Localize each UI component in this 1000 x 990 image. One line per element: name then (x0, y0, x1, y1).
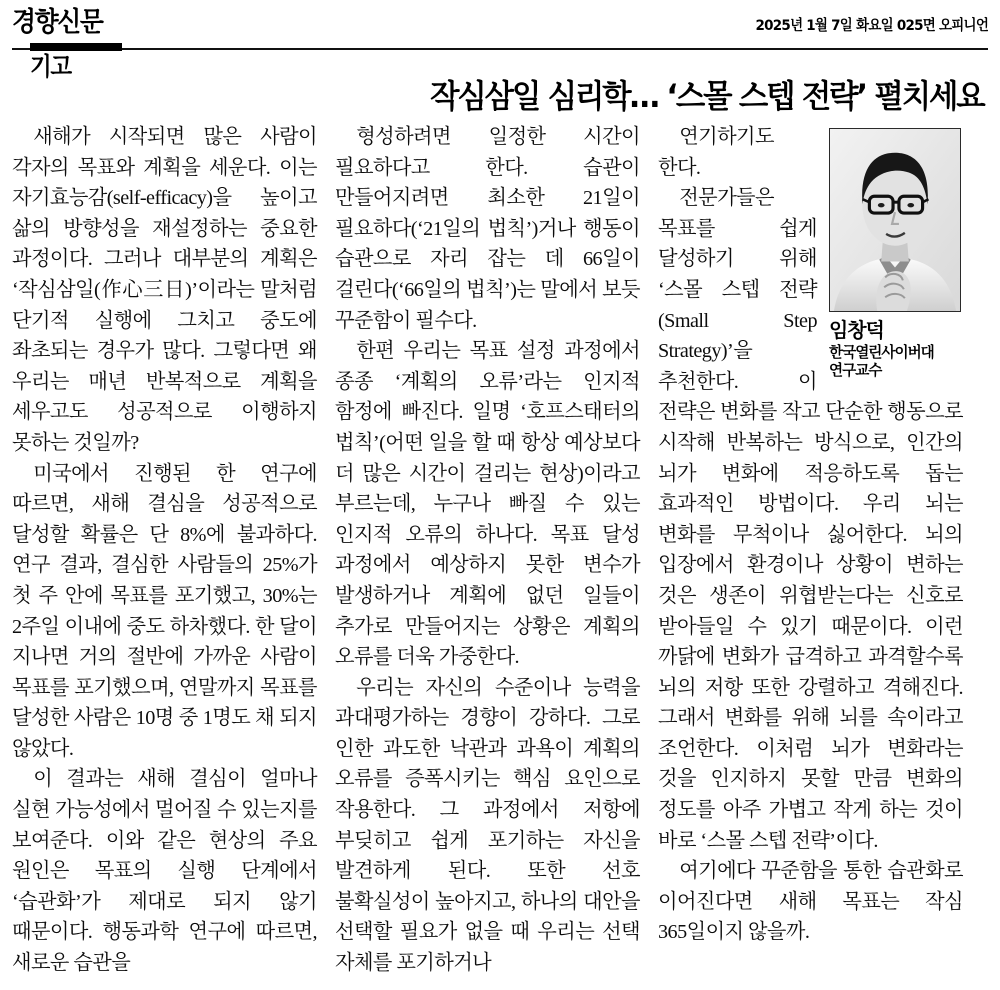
author-portrait-photo (829, 128, 961, 312)
portrait-illustration (830, 129, 960, 311)
author-role: 연구교수 (829, 361, 882, 379)
article-column-1 (12, 122, 317, 980)
article-header (12, 52, 988, 114)
author-byline (829, 319, 963, 380)
article-column-3 (658, 122, 963, 980)
paragraph: 미국에서 진행된 한 연구에 따르면, 새해 결심을 성공적으로 달성할 확률은 단 8%에 불과하다. 연구 결과, 결심한 사람들의 25%가 첫 주 안에 목표를 포기했고, 30%는 2주일 이내에 중도 하차했다. 한 달이 지나면 거의 절반에 가까운 사람이 목표를 포기했으며, 연말까지 목표를 달성한 사람은 10명 중 1명도 채 되지 않았다. (12, 462, 317, 760)
divider-thick-bar (30, 43, 122, 51)
article-body (12, 122, 988, 980)
divider-thin-rule (12, 48, 988, 50)
author-affiliation: 한국열린사이버대 (829, 344, 934, 361)
paragraph: 전문가들은 목표를 쉽게 달성하기 위해 ‘스몰 스텝 전략(Small Step Strategy)’을 추천한다. 이 전략은 변화를 작고 단순한 행동으로 시작해 반복하는 방식으로, 인간의 뇌가 변화에 적응하도록 돕는 효과적인 방법이다. 우리 뇌는 변화를 무척이나 싫어한다. 뇌의 입장에서 환경이나 상황이 변하는 것은 생존이 위협받는다는 신호로 받아들일 수 있기 때문이다. 이런 까닭에 변화가 급격하고 과격할수록 뇌의 저항 또한 강렬하고 격해진다. 그래서 변화를 위해 뇌를 속이라고 조언한다. 이처럼 뇌가 변화라는 것을 인지하지 못할 만큼 변화의 정도를 아주 가볍고 작게 하는 것이 바로 ‘스몰 스텝 전략’이다. (658, 187, 963, 852)
page-title: 작심삼일 심리학… ‘스몰 스텝 전략’ 펼치세요 (430, 77, 984, 116)
section-kicker: 기고 (30, 52, 71, 81)
paragraph: 여기에다 꾸준함을 통한 습관화로 이어진다면 새해 목표는 작심 365일이지 않을까. (658, 860, 963, 944)
author-block (829, 128, 963, 380)
paragraph: 우리는 자신의 수준이나 능력을 과대평가하는 경향이 강하다. 그로 인한 과도한 낙관과 과욕이 계획의 오류를 증폭시키는 핵심 요인으로 작용한다. 그 과정에서 저항에 부딪히고 쉽게 포기하는 자신을 발견하게 된다. 또한 선호 불확실성이 높아지고, 하나의 대안을 선택할 필요가 없을 때 우리는 선택 자체를 포기하거나 (335, 676, 640, 975)
masthead (12, 0, 988, 36)
paragraph: 이 결과는 새해 결심이 얼마나 실현 가능성에서 멀어질 수 있는지를 보여준다. 이와 같은 현상의 주요 원인은 목표의 실행 단계에서 ‘습관화’가 제대로 되지 않기 때문이다. 행동과학 연구에 따르면, 새로운 습관을 (12, 768, 317, 975)
article-column-2 (335, 122, 640, 980)
paragraph: 연기하기도 한다. (658, 126, 774, 179)
author-name: 임창덕 (829, 318, 884, 342)
paragraph: 형성하려면 일정한 시간이 필요하다고 한다. 습관이 만들어지려면 최소한 21일이 필요하다(‘21일의 법칙’)거나 행동이 습관으로 자리 잡는 데 66일이 걸린다(‘66일의 법칙’)는 말에서 보듯 꾸준함이 필수다. (335, 126, 640, 332)
issue-date-and-page: 2025년 1월 7일 화요일 025면 오피니언 (755, 17, 988, 34)
paragraph: 한편 우리는 목표 설정 과정에서 종종 ‘계획의 오류’라는 인지적 함정에 빠진다. 일명 ‘호프스태터의 법칙’(어떤 일을 할 때 항상 예상보다 더 많은 시간이 걸리는 현상)이라고 부르는데, 누구나 빠질 수 있는 인지적 오류의 하나다. 목표 달성 과정에서 예상하지 못한 변수가 발생하거나 계획에 없던 일들이 추가로 만들어지는 상황은 계획의 오류를 더욱 가중한다. (335, 340, 640, 669)
masthead-divider (12, 43, 988, 52)
paragraph: 새해가 시작되면 많은 사람이 각자의 목표와 계획을 세운다. 이는 자기효능감(self-efficacy)을 높이고 삶의 방향성을 재설정하는 중요한 과정이다. 그러나 대부분의 계획은 ‘작심삼일(作心三日)’이라는 말처럼 단기적 실행에 그치고 중도에 좌초되는 경우가 많다. 그렇다면 왜 우리는 매년 반복적으로 계획을 세우고도 성공적으로 이행하지 못하는 것일까? (12, 126, 317, 454)
newspaper-logo: 경향신문 (12, 7, 103, 38)
